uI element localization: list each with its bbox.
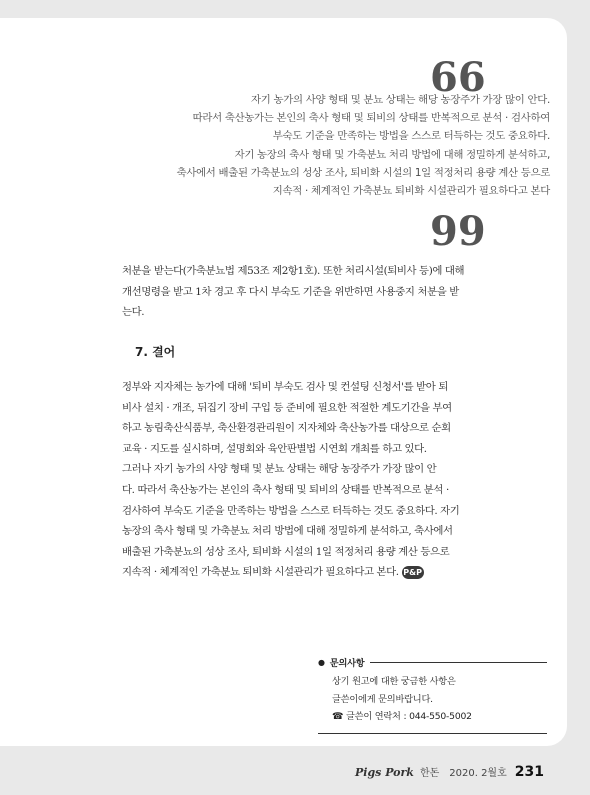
- pull-quote-line: 축사에서 배출된 가축분뇨의 성상 조사, 퇴비화 시설의 1일 적정처리 용량 계산 등으로: [176, 166, 550, 179]
- end-mark-icon: P&P: [403, 567, 422, 577]
- contact-bottom-rule: [318, 733, 547, 734]
- paragraph-line: 정부와 지자체는 농가에 대해 '퇴비 부숙도 검사 및 컨설팅 신청서'를 받아 퇴: [122, 381, 448, 393]
- issue-label: 2020. 2월호: [449, 768, 507, 779]
- close-quote-mark: 99: [430, 208, 486, 255]
- paragraph-line: 는다.: [122, 306, 145, 319]
- paragraph-line-text: 지속적 · 체계적인 가축분뇨 퇴비화 시설관리가 필요하다고 본다.: [122, 566, 399, 579]
- contact-rule: [370, 662, 547, 663]
- contact-line: 상기 원고에 대한 궁금한 사항은: [332, 676, 456, 687]
- page-number: 231: [514, 764, 544, 780]
- paragraph-2: [122, 377, 547, 583]
- pull-quote-line: 지속적 · 체계적인 가축분뇨 퇴비화 시설관리가 필요하다고 본다: [272, 185, 550, 198]
- paragraph-line: 하고 농림축산식품부, 축산환경관리원이 지자체와 축산농가를 대상으로 순회: [122, 422, 451, 435]
- paragraph-line: 농장의 축사 형태 및 가축분뇨 처리 방법에 대해 정밀하게 분석하고, 축사에서: [122, 525, 453, 538]
- contact-box: [318, 655, 547, 734]
- paragraph-line: 배출된 가축분뇨의 성상 조사, 퇴비화 시설의 1일 적정처리 용량 계산 등으로: [122, 545, 450, 558]
- pull-quote-line: 자기 농장의 축사 형태 및 가축분뇨 처리 방법에 대해 정밀하게 분석하고,: [234, 148, 550, 161]
- paragraph-line: 다. 따라서 축산농가는 본인의 축사 형태 및 퇴비의 상태를 반복적으로 분석 ·: [122, 483, 449, 496]
- paragraph-line: 처분을 받는다(가축분뇨법 제53조 제2항1호). 또한 처리시설(퇴비사 등)에 대해: [122, 265, 465, 277]
- open-quote-mark: 66: [430, 54, 486, 101]
- paragraph-line: 그러나 자기 농가의 사양 형태 및 분뇨 상태는 해당 농장주가 가장 많이 안: [122, 463, 437, 476]
- pull-quote-line: 따라서 축산농가는 본인의 축사 형태 및 퇴비의 상태를 반복적으로 분석 · 검사하여: [192, 112, 550, 125]
- pull-quote: [30, 91, 550, 200]
- paragraph-line: 검사하여 부숙도 기준을 만족하는 방법을 스스로 터득하는 것도 중요하다. 자기: [122, 504, 460, 517]
- paragraph-1: [122, 261, 547, 323]
- section-heading: 7. 결어: [135, 345, 176, 359]
- paragraph-line: 교육 · 지도를 실시하며, 설명회와 육안판별법 시연회 개최를 하고 있다.: [122, 442, 427, 455]
- magazine-name: 한돈: [419, 768, 440, 779]
- magazine-logo: Pigs Pork: [355, 766, 414, 779]
- paragraph-line: [122, 562, 547, 583]
- pull-quote-line: 자기 농가의 사양 형태 및 분뇨 상태는 해당 농장주가 가장 많이 안다.: [251, 94, 550, 106]
- page-footer: [355, 764, 544, 780]
- contact-line: 글쓴이에게 문의바랍니다.: [332, 693, 433, 705]
- paragraph-line: 개선명령을 받고 1차 경고 후 다시 부숙도 기준을 위반하면 사용중지 처분을 받: [122, 285, 459, 298]
- pull-quote-line: 부숙도 기준을 만족하는 방법을 스스로 터득하는 것도 중요하다.: [272, 130, 550, 143]
- bullet-icon: ●: [318, 657, 325, 667]
- paragraph-line: 비사 설치 · 개조, 뒤집기 장비 구입 등 준비에 필요한 적절한 계도기간을 부여: [122, 401, 452, 414]
- contact-phone: ☎ 글쓴이 연락처 : 044-550-5002: [332, 711, 472, 722]
- contact-title: 문의사항: [329, 658, 365, 669]
- contact-header: [318, 655, 547, 669]
